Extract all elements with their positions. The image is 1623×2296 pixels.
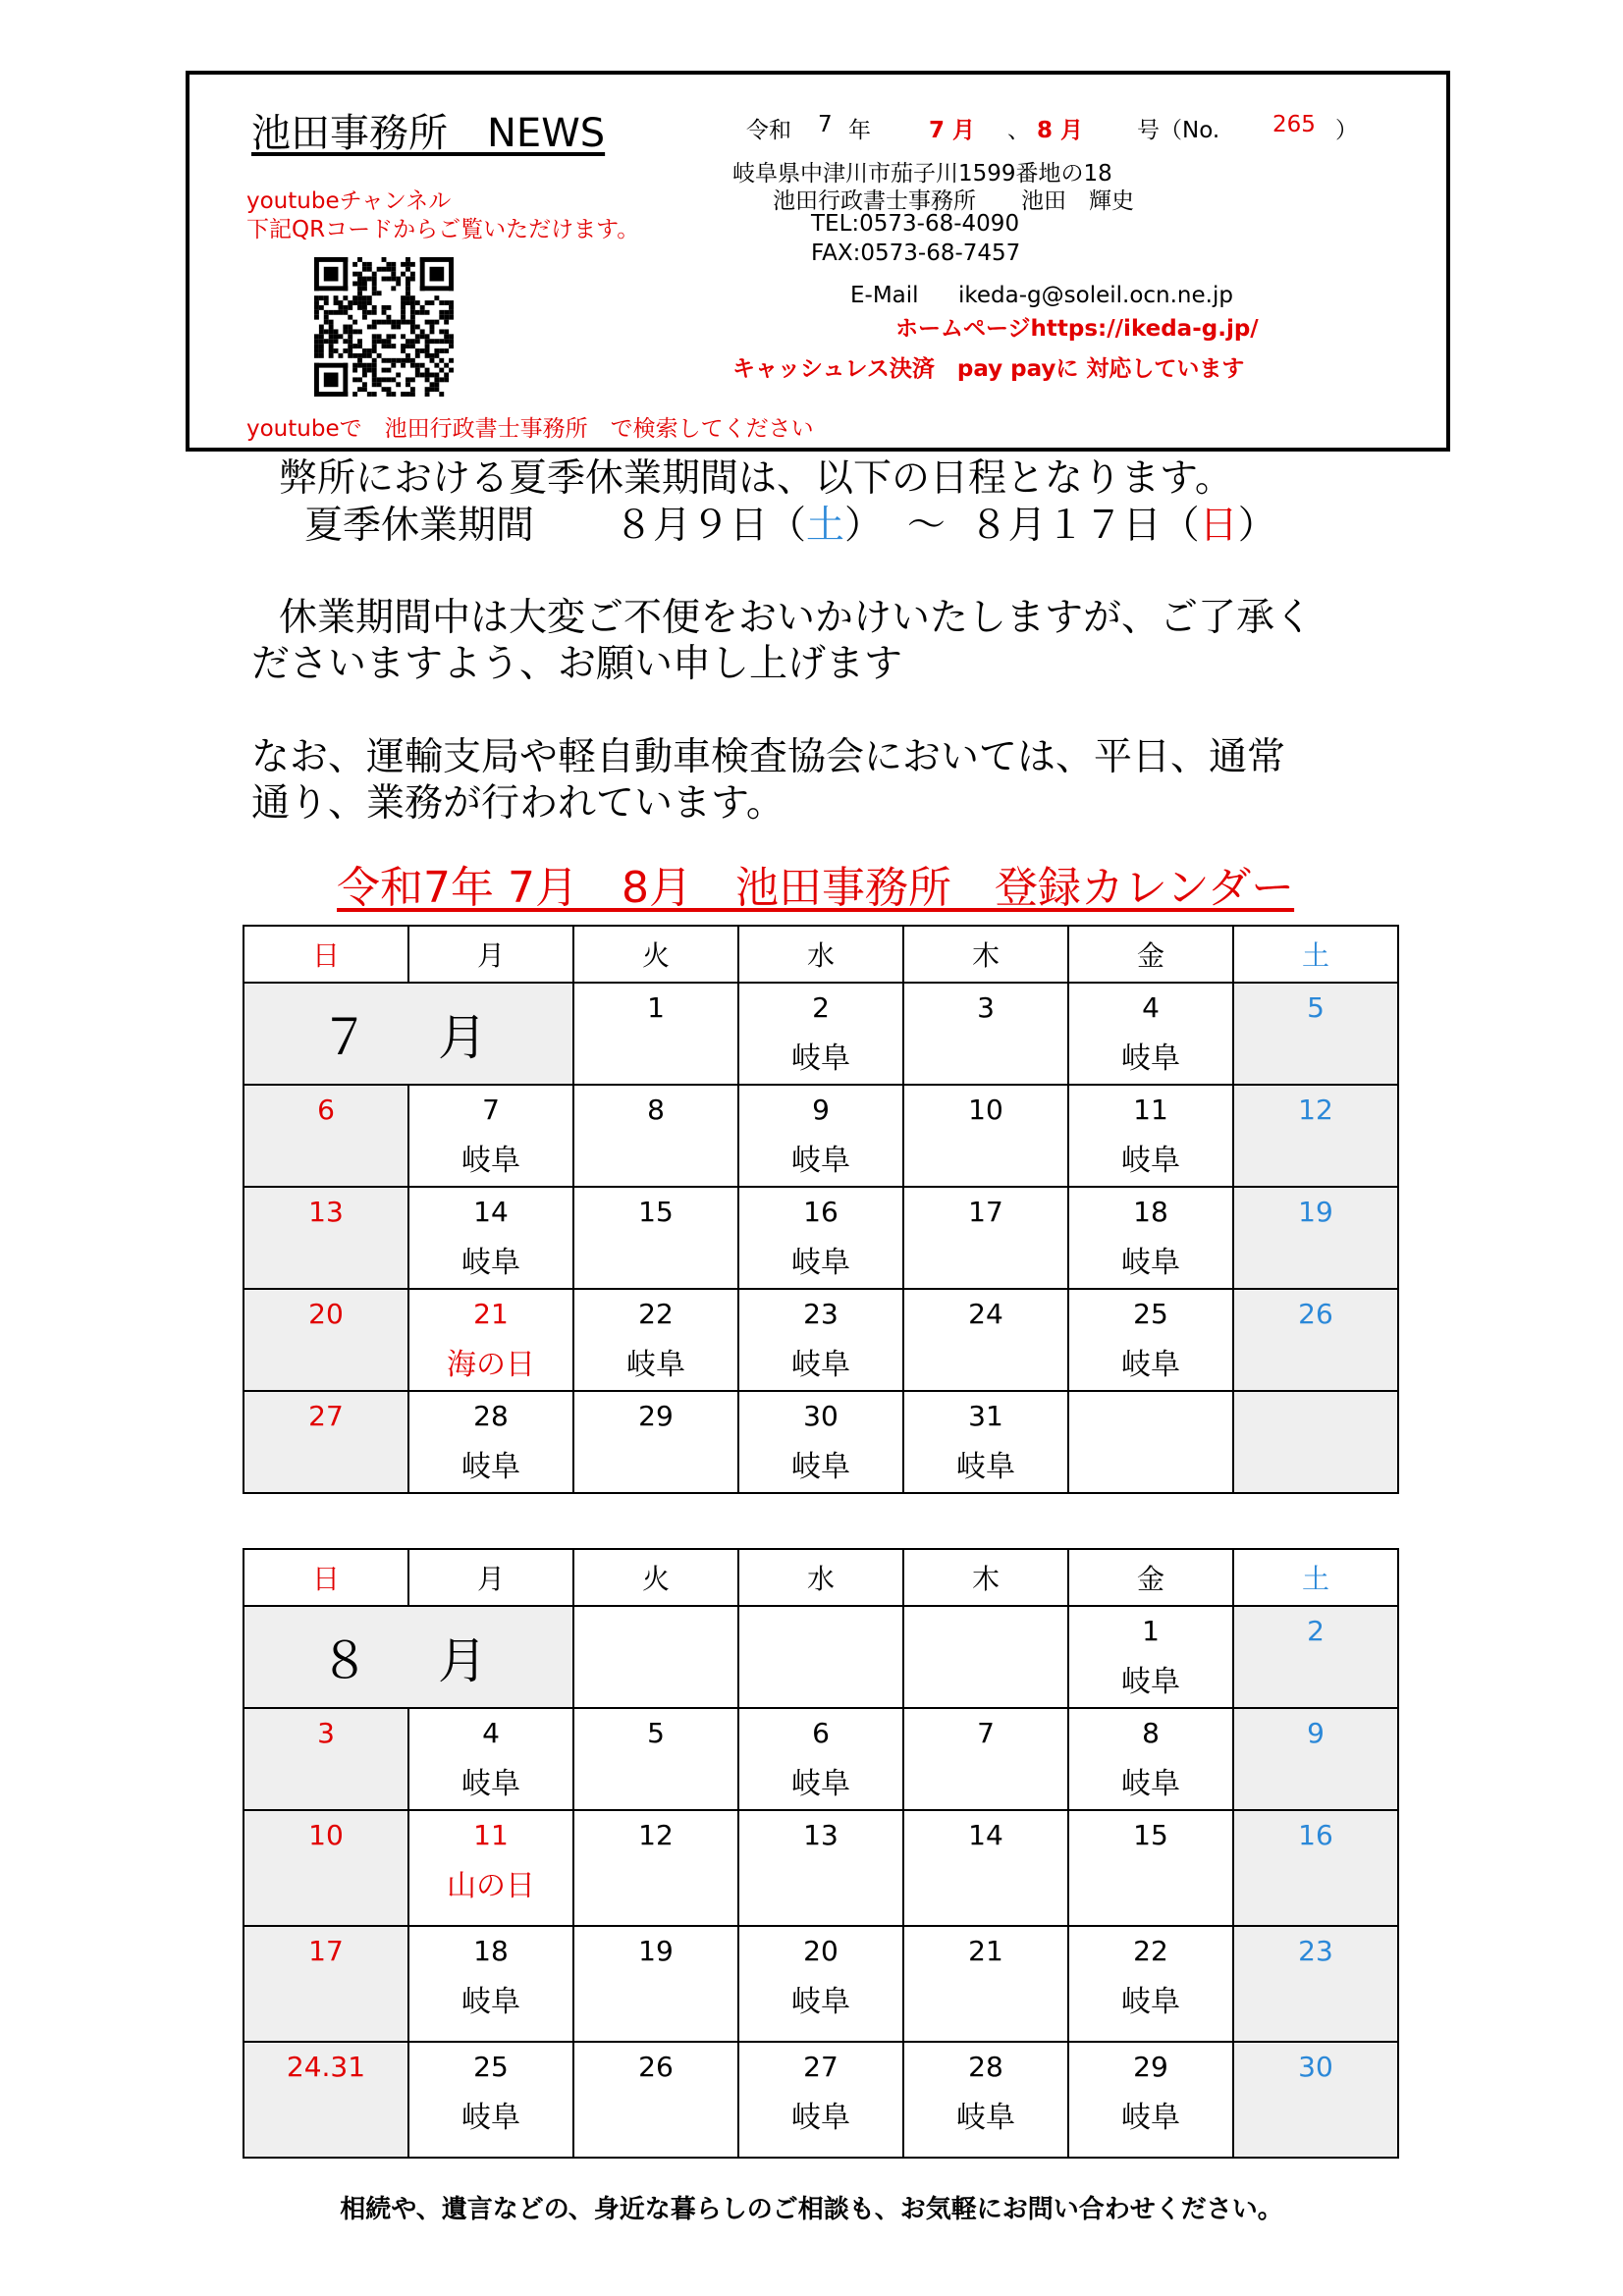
- day-number: 28: [968, 2051, 1003, 2083]
- sunday-cell: [243, 1289, 408, 1391]
- weekday-header-row: [243, 926, 1398, 983]
- day-number: 29: [1133, 2051, 1168, 2083]
- day-cell: [1068, 1391, 1233, 1493]
- day-number: 3: [977, 991, 995, 1024]
- day-number: 27: [803, 2051, 839, 2083]
- day-cell: [903, 1187, 1068, 1289]
- closure-start-date: ８月９日（: [615, 504, 807, 548]
- closure-start-weekday: 土: [806, 504, 845, 548]
- month-label-cell: [243, 1606, 573, 1708]
- day-number: 10: [968, 1094, 1003, 1126]
- day-cell: [903, 2042, 1068, 2158]
- qr-code-icon[interactable]: [314, 257, 454, 397]
- calendar-title: 令和7年 7月 8月 池田事務所 登録カレンダー: [337, 863, 1295, 913]
- sunday-cell: [243, 2042, 408, 2158]
- registration-day-note: 岐阜: [1121, 1985, 1180, 2019]
- day-number: 12: [1298, 1094, 1333, 1126]
- day-number: 18: [473, 1935, 509, 1967]
- closure-end-date: ８月１７日（: [969, 504, 1200, 548]
- day-number: 30: [1298, 2051, 1333, 2083]
- day-cell: [573, 1187, 738, 1289]
- calendar-week-row: [243, 1810, 1398, 1926]
- calendar-week-row: [243, 1289, 1398, 1391]
- day-number: 25: [473, 2051, 509, 2083]
- issue-number: 265: [1272, 112, 1316, 137]
- registration-day-note: 岐阜: [791, 1767, 850, 1801]
- youtube-qr-instruction: 下記QRコードからご覧いただけます。: [246, 217, 640, 242]
- day-cell: [573, 1810, 738, 1926]
- registration-day-note: 岐阜: [791, 1985, 850, 2019]
- day-number: 19: [638, 1935, 674, 1967]
- day-cell: [408, 1708, 573, 1810]
- day-number: 13: [803, 1819, 839, 1851]
- day-cell: [573, 2042, 738, 2158]
- closure-period-label: 夏季休業期間: [304, 504, 535, 548]
- calendar-july: [243, 925, 1399, 1494]
- saturday-cell: [1233, 983, 1398, 1085]
- issue-month-2: 8 月: [1037, 118, 1084, 143]
- saturday-cell: [1233, 1289, 1398, 1391]
- closure-start-paren: ）: [844, 504, 884, 548]
- issue-number-label: 号（No.: [1137, 118, 1220, 143]
- weekday-header: 水: [738, 1549, 903, 1606]
- day-number: 16: [1298, 1819, 1333, 1851]
- calendar-august: [243, 1548, 1399, 2159]
- day-number: 22: [1133, 1935, 1168, 1967]
- homepage-link[interactable]: ホームページhttps://ikeda-g.jp/: [895, 316, 1259, 342]
- day-number: 19: [1298, 1196, 1333, 1228]
- registration-day-note: 岐阜: [791, 1144, 850, 1178]
- day-cell: [573, 1085, 738, 1187]
- saturday-cell: [1233, 1810, 1398, 1926]
- day-cell: [1068, 1926, 1233, 2042]
- day-number: 20: [308, 1298, 344, 1330]
- holiday-name: 山の日: [447, 1869, 535, 1903]
- weekday-header: 月: [408, 1549, 573, 1606]
- day-number: 30: [803, 1400, 839, 1432]
- agency-notice-line-1: なお、運輸支局や軽自動車検査協会においては、平日、通常: [251, 735, 1286, 779]
- weekday-header: 金: [1068, 926, 1233, 983]
- day-number: 13: [308, 1196, 344, 1228]
- day-number: 27: [308, 1400, 344, 1432]
- apology-line-2: ださいますよう、お願い申し上げます: [251, 642, 903, 686]
- day-number: 10: [308, 1819, 344, 1851]
- registration-day-note: 岐阜: [791, 1450, 850, 1484]
- registration-day-note: 岐阜: [1121, 1767, 1180, 1801]
- day-number: 1: [647, 991, 665, 1024]
- day-cell: [408, 1810, 573, 1926]
- day-cell: [903, 1926, 1068, 2042]
- registration-day-note: 岐阜: [461, 1144, 520, 1178]
- calendar-week-row: [243, 983, 1398, 1085]
- day-number: 23: [1298, 1935, 1333, 1967]
- day-number: 8: [647, 1094, 665, 1126]
- issue-close-paren: ）: [1335, 118, 1358, 143]
- saturday-cell: [1233, 2042, 1398, 2158]
- day-cell: [573, 1926, 738, 2042]
- weekday-header: 月: [408, 926, 573, 983]
- day-number: 11: [1133, 1094, 1168, 1126]
- registration-day-note: 岐阜: [1121, 1665, 1180, 1699]
- day-number: 26: [638, 2051, 674, 2083]
- day-number: 14: [968, 1819, 1003, 1851]
- weekday-header-row: [243, 1549, 1398, 1606]
- saturday-cell: [1233, 1187, 1398, 1289]
- day-number: 29: [638, 1400, 674, 1432]
- day-number: 3: [317, 1717, 335, 1749]
- day-cell: [573, 1606, 738, 1708]
- footer-note: 相続や、遺言などの、身近な暮らしのご相談も、お気軽にお問い合わせください。: [340, 2195, 1283, 2224]
- day-cell: [903, 1708, 1068, 1810]
- day-cell: [1068, 1708, 1233, 1810]
- sunday-cell: [243, 1085, 408, 1187]
- day-number: 14: [473, 1196, 509, 1228]
- registration-day-note: 岐阜: [1121, 1246, 1180, 1280]
- day-number: 22: [638, 1298, 674, 1330]
- calendar-week-row: [243, 1708, 1398, 1810]
- day-cell: [408, 1187, 573, 1289]
- day-number: 25: [1133, 1298, 1168, 1330]
- day-number: 23: [803, 1298, 839, 1330]
- sunday-cell: [243, 1810, 408, 1926]
- day-cell: [573, 983, 738, 1085]
- day-cell: [738, 1289, 903, 1391]
- closure-intro: 弊所における夏季休業期間は、以下の日程となります。: [279, 456, 1233, 501]
- day-number: 5: [1307, 991, 1325, 1024]
- month-label-cell: [243, 983, 573, 1085]
- saturday-cell: [1233, 1391, 1398, 1493]
- day-cell: [738, 1810, 903, 1926]
- registration-day-note: 岐阜: [461, 2101, 520, 2135]
- calendar-week-row: [243, 1606, 1398, 1708]
- weekday-header: 火: [573, 1549, 738, 1606]
- issue-month-1: 7 月: [929, 118, 976, 143]
- holiday-name: 海の日: [447, 1348, 535, 1382]
- registration-day-note: 岐阜: [791, 1348, 850, 1382]
- day-cell: [408, 1391, 573, 1493]
- registration-day-note: 岐阜: [791, 1246, 850, 1280]
- youtube-search-instruction: youtubeで 池田行政書士事務所 で検索してください: [246, 416, 814, 442]
- day-number: 15: [1133, 1819, 1168, 1851]
- youtube-channel-label: youtubeチャンネル: [246, 188, 452, 214]
- day-cell: [738, 1606, 903, 1708]
- weekday-header: 日: [243, 1549, 408, 1606]
- weekday-header: 日: [243, 926, 408, 983]
- day-number: 6: [812, 1717, 830, 1749]
- registration-day-note: 岐阜: [626, 1348, 685, 1382]
- day-cell: [738, 2042, 903, 2158]
- day-cell: [738, 983, 903, 1085]
- day-number: 31: [968, 1400, 1003, 1432]
- day-cell: [903, 1085, 1068, 1187]
- day-number: 12: [638, 1819, 674, 1851]
- closure-period: [615, 503, 1276, 549]
- sunday-cell: [243, 1926, 408, 2042]
- day-cell: [573, 1708, 738, 1810]
- day-cell: [903, 1606, 1068, 1708]
- weekday-header: 火: [573, 926, 738, 983]
- day-cell: [1068, 983, 1233, 1085]
- day-number: 7: [482, 1094, 500, 1126]
- day-number: 20: [803, 1935, 839, 1967]
- closure-end-weekday: 日: [1199, 504, 1238, 548]
- day-number: 4: [482, 1717, 500, 1749]
- day-number: 9: [1307, 1717, 1325, 1749]
- day-number: 2: [1307, 1615, 1325, 1647]
- day-cell: [903, 1289, 1068, 1391]
- day-number: 24: [968, 1298, 1003, 1330]
- registration-day-note: 岐阜: [461, 1450, 520, 1484]
- saturday-cell: [1233, 1708, 1398, 1810]
- saturday-cell: [1233, 1926, 1398, 2042]
- day-cell: [1068, 1810, 1233, 1926]
- day-cell: [903, 1391, 1068, 1493]
- office-tel: TEL:0573-68-4090: [811, 211, 1020, 237]
- day-number: 5: [647, 1717, 665, 1749]
- day-number: 28: [473, 1400, 509, 1432]
- weekday-header: 金: [1068, 1549, 1233, 1606]
- registration-day-note: 岐阜: [461, 1985, 520, 2019]
- day-cell: [408, 2042, 573, 2158]
- day-cell: [408, 1926, 573, 2042]
- calendar-week-row: [243, 2042, 1398, 2158]
- office-fax: FAX:0573-68-7457: [811, 240, 1021, 266]
- day-number: 21: [473, 1298, 509, 1330]
- registration-day-note: 岐阜: [461, 1246, 520, 1280]
- day-number: 15: [638, 1196, 674, 1228]
- day-cell: [1068, 1085, 1233, 1187]
- issue-year: 7: [818, 112, 833, 137]
- month-label: ８ 月: [320, 1632, 497, 1689]
- calendar-week-row: [243, 1926, 1398, 2042]
- weekday-header: 木: [903, 926, 1068, 983]
- day-cell: [1068, 2042, 1233, 2158]
- weekday-header: 木: [903, 1549, 1068, 1606]
- day-number: 24.31: [286, 2051, 366, 2083]
- day-cell: [573, 1289, 738, 1391]
- issue-separator: 、: [1007, 118, 1030, 143]
- day-cell: [1068, 1187, 1233, 1289]
- day-number: 26: [1298, 1298, 1333, 1330]
- registration-day-note: 岐阜: [1121, 1144, 1180, 1178]
- day-cell: [738, 1085, 903, 1187]
- day-cell: [903, 1810, 1068, 1926]
- day-cell: [1068, 1289, 1233, 1391]
- day-cell: [738, 1926, 903, 2042]
- registration-day-note: 岐阜: [956, 2101, 1015, 2135]
- day-number: 1: [1142, 1615, 1160, 1647]
- day-cell: [573, 1391, 738, 1493]
- day-number: 18: [1133, 1196, 1168, 1228]
- day-cell: [408, 1085, 573, 1187]
- day-number: 8: [1142, 1717, 1160, 1749]
- day-number: 21: [968, 1935, 1003, 1967]
- day-number: 9: [812, 1094, 830, 1126]
- issue-era: 令和: [746, 118, 791, 143]
- agency-notice-line-2: 通り、業務が行われています。: [251, 781, 784, 826]
- registration-day-note: 岐阜: [791, 2101, 850, 2135]
- day-number: 6: [317, 1094, 335, 1126]
- registration-day-note: 岐阜: [791, 1041, 850, 1076]
- sunday-cell: [243, 1708, 408, 1810]
- day-cell: [738, 1391, 903, 1493]
- weekday-header: 水: [738, 926, 903, 983]
- calendar-week-row: [243, 1391, 1398, 1493]
- sunday-cell: [243, 1391, 408, 1493]
- sunday-cell: [243, 1187, 408, 1289]
- office-address: 岐阜県中津川市茄子川1599番地の18: [732, 161, 1112, 187]
- day-cell: [1068, 1606, 1233, 1708]
- cashless-notice: キャッシュレス決済 pay payに 対応しています: [732, 356, 1245, 382]
- calendar-week-row: [243, 1085, 1398, 1187]
- registration-day-note: 岐阜: [1121, 1041, 1180, 1076]
- day-cell: [738, 1187, 903, 1289]
- day-cell: [738, 1708, 903, 1810]
- apology-line-1: 休業期間中は大変ご不便をおいかけいたしますが、ご了承く: [279, 596, 1314, 640]
- day-number: 4: [1142, 991, 1160, 1024]
- newsletter-title: 池田事務所 NEWS: [251, 111, 606, 156]
- day-number: 16: [803, 1196, 839, 1228]
- email-address[interactable]: ikeda-g@soleil.ocn.ne.jp: [958, 283, 1233, 308]
- day-cell: [408, 1289, 573, 1391]
- day-number: 11: [473, 1819, 509, 1851]
- day-number: 7: [977, 1717, 995, 1749]
- issue-year-unit: 年: [848, 118, 871, 143]
- day-number: 17: [968, 1196, 1003, 1228]
- registration-day-note: 岐阜: [956, 1450, 1015, 1484]
- calendar-week-row: [243, 1187, 1398, 1289]
- registration-day-note: 岐阜: [461, 1767, 520, 1801]
- closure-tilde: ～: [906, 504, 946, 548]
- weekday-header: 土: [1233, 1549, 1398, 1606]
- day-number: 17: [308, 1935, 344, 1967]
- saturday-cell: [1233, 1606, 1398, 1708]
- closure-end-paren: ）: [1237, 504, 1276, 548]
- month-label: ７ 月: [320, 1009, 497, 1066]
- email-label: E-Mail: [850, 283, 919, 308]
- registration-day-note: 岐阜: [1121, 2101, 1180, 2135]
- weekday-header: 土: [1233, 926, 1398, 983]
- day-number: 2: [812, 991, 830, 1024]
- office-name: 池田行政書士事務所 池田 輝史: [773, 188, 1134, 214]
- saturday-cell: [1233, 1085, 1398, 1187]
- registration-day-note: 岐阜: [1121, 1348, 1180, 1382]
- day-cell: [903, 983, 1068, 1085]
